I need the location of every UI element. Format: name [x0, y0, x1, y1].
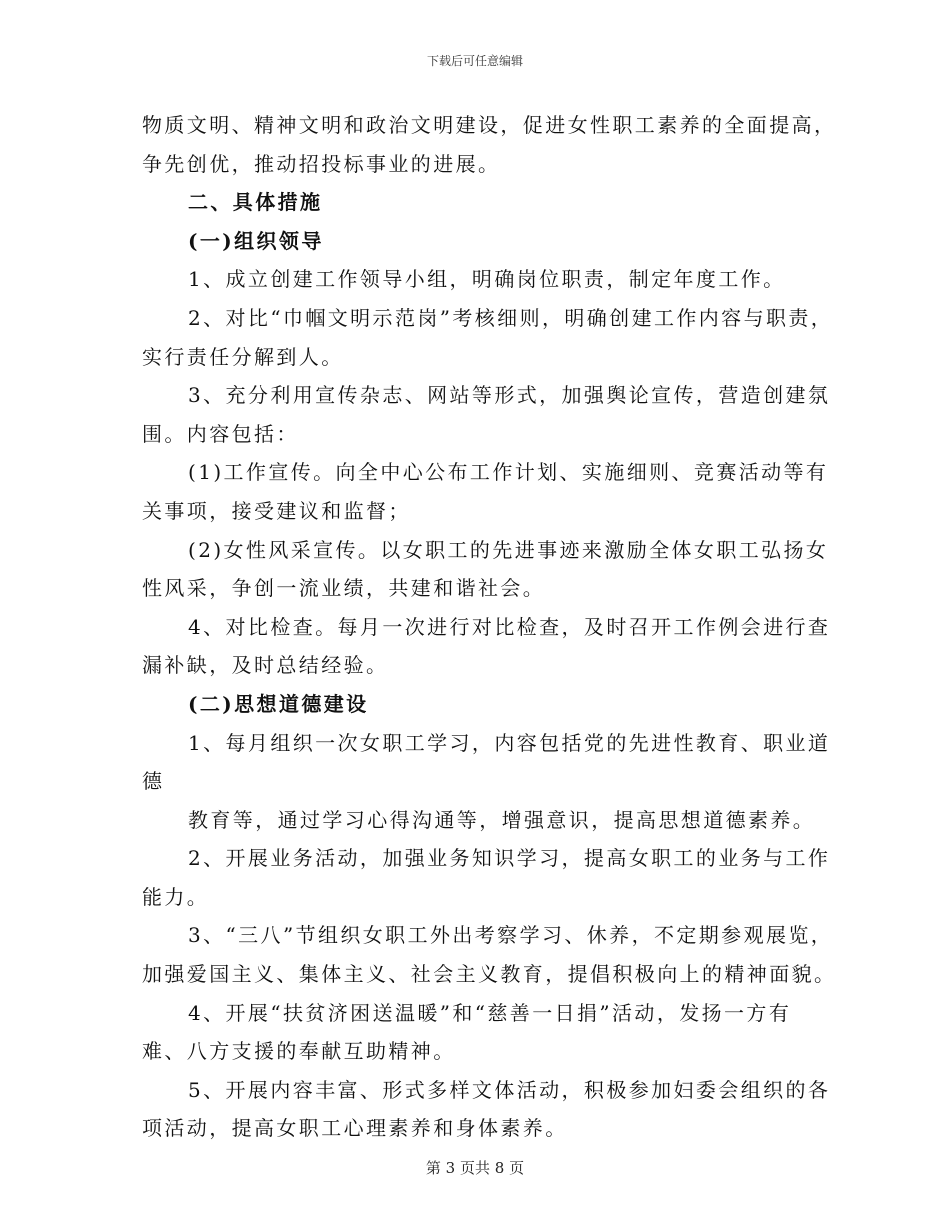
paragraph-line: (1)工作宣传。向全中心公布工作计划、实施细则、竞赛活动等有 [188, 460, 829, 485]
page-number: 第 3 页共 8 页 [425, 1159, 525, 1177]
subsection-heading: (二)思想道德建设 [188, 691, 369, 716]
paragraph-line: 4、开展“扶贫济困送温暖”和“慈善一日捐”活动，发扬一方有 [188, 1000, 792, 1025]
paragraph-line: 3、充分利用宣传杂志、网站等形式，加强舆论宣传，营造创建氛 [188, 383, 831, 408]
paragraph-line: 教育等，通过学习心得沟通等，增强意识，提高思想道德素养。 [188, 807, 816, 832]
paragraph-line: 能力。 [142, 884, 210, 909]
paragraph-line: 1、每月组织一次女职工学习，内容包括党的先进性教育、职业道 [188, 730, 831, 755]
paragraph-line: 漏补缺，及时总结经验。 [142, 653, 389, 678]
paragraph-line: 3、“三八”节组织女职工外出考察学习、休养，不定期参观展览， [188, 923, 834, 948]
paragraph-line: 4、对比检查。每月一次进行对比检查，及时召开工作例会进行查 [188, 614, 831, 639]
paragraph-line: 性风采，争创一流业绩，共建和谐社会。 [142, 576, 546, 601]
paragraph-line: 实行责任分解到人。 [142, 344, 344, 369]
paragraph-line: 争先创优，推动招投标事业的进展。 [142, 151, 501, 176]
section-heading: 二、具体措施 [188, 190, 323, 215]
paragraph-line: 德 [142, 769, 165, 794]
paragraph-line: 2、开展业务活动，加强业务知识学习，提高女职工的业务与工作 [188, 846, 831, 871]
subsection-heading: (一)组织领导 [188, 228, 324, 253]
paragraph-line: 物质文明、精神文明和政治文明建设，促进女性职工素养的全面提高， [142, 113, 837, 137]
paragraph-line: 关事项，接受建议和监督； [142, 498, 411, 523]
paragraph-line: 难、八方支援的奉献互助精神。 [142, 1039, 456, 1064]
paragraph-line: 5、开展内容丰富、形式多样文体活动，积极参加妇委会组织的各 [188, 1077, 831, 1102]
document-body [142, 106, 837, 1148]
paragraph-line: 加强爱国主义、集体主义、社会主义教育，提倡积极向上的精神面貌。 [142, 962, 837, 987]
paragraph-line: (2)女性风采宣传。以女职工的先进事迹来激励全体女职工弘扬女 [188, 537, 829, 562]
paragraph-line: 2、对比“巾帼文明示范岗”考核细则，明确创建工作内容与职责， [188, 305, 834, 330]
page-header: 下载后可任意编辑 [426, 54, 523, 68]
paragraph-line: 项活动，提高女职工心理素养和身体素养。 [142, 1116, 568, 1141]
paragraph-line: 围。内容包括： [142, 421, 299, 446]
paragraph-line: 1、成立创建工作领导小组，明确岗位职责，制定年度工作。 [188, 267, 786, 292]
